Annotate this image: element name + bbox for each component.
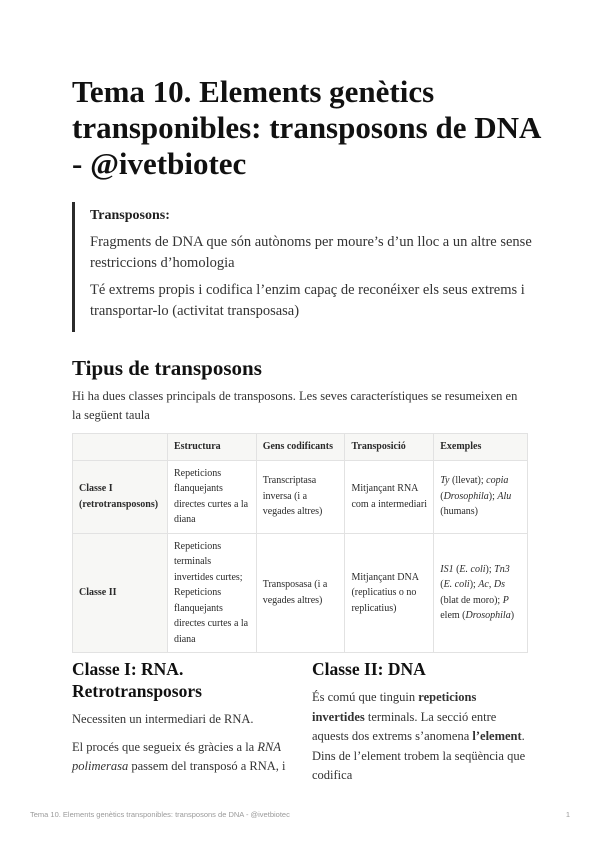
table-header-cell: Exemples bbox=[434, 434, 528, 461]
table-cell: Repeticions flanquejants directes curtes a la diana bbox=[167, 460, 256, 533]
page-title: Tema 10. Elements genètics transponibles: transposons de DNA - @ivetbiotec bbox=[72, 74, 540, 181]
transposon-table bbox=[72, 433, 528, 653]
page-footer bbox=[30, 810, 570, 819]
class-i-paragraph-1: Necessiten un intermediari de RNA. bbox=[72, 712, 254, 726]
table-header-cell: Estructura bbox=[167, 434, 256, 461]
callout-paragraph-2: Té extrems propis i codifica l’enzim capaç de reconéixer els seus extrems i transportar-lo (activitat transposasa) bbox=[90, 282, 525, 319]
table-header-row bbox=[73, 434, 528, 461]
column-class-ii bbox=[312, 658, 527, 794]
table-cell: Transcriptasa inversa (i a vegades altres) bbox=[256, 460, 345, 533]
table-header-cell: Transposició bbox=[345, 434, 434, 461]
table-cell: Transposasa (i a vegades altres) bbox=[256, 533, 345, 653]
section-intro: Hi ha dues classes principals de transposons. Les seves característiques se resumeixen en la següent taula bbox=[72, 389, 518, 422]
table-cell-examples: IS1 (E. coli); Tn3 (E. coli); Ac, Ds (blat de moro); P elem (Drosophila) bbox=[434, 533, 528, 653]
table-cell: Mitjançant RNA com a intermediari bbox=[345, 460, 434, 533]
section-heading: Tipus de transposons bbox=[72, 356, 262, 380]
callout-title: Transposons: bbox=[90, 208, 170, 223]
column-class-i bbox=[72, 658, 287, 785]
class-i-paragraph-2: El procés que segueix és gràcies a la RNA polimerasa passem del transposó a RNA, i bbox=[72, 739, 286, 773]
callout-paragraph-1: Fragments de DNA que són autònoms per moure’s d’un lloc a un altre sense restriccions d’homologia bbox=[90, 234, 532, 271]
footer-title: Tema 10. Elements genètics transponibles: transposons de DNA - @ivetbiotec bbox=[30, 810, 290, 819]
class-ii-heading: Classe II: DNA bbox=[312, 659, 426, 679]
table-row-header: Classe II bbox=[73, 533, 168, 653]
table-row-header: Classe I (retrotransposons) bbox=[73, 460, 168, 533]
table-row bbox=[73, 533, 528, 653]
table-header-cell: Gens codificants bbox=[256, 434, 345, 461]
class-i-heading: Classe I: RNA. Retrotransposors bbox=[72, 659, 202, 701]
callout-block bbox=[72, 202, 540, 332]
page-number: 1 bbox=[565, 810, 570, 819]
table-header-cell bbox=[73, 434, 168, 461]
table-cell: Mitjançant DNA (replicatius o no replicatius) bbox=[345, 533, 434, 653]
table-cell-examples: Ty (llevat); copia (Drosophila); Alu (humans) bbox=[434, 460, 528, 533]
table-row bbox=[73, 460, 528, 533]
class-ii-paragraph: És comú que tinguin repeticions invertides terminals. La secció entre aquests dos extrems s’anomena l’element. Dins de l’element trobem la seqüència que codifica bbox=[312, 690, 526, 782]
table-cell: Repeticions terminals invertides curtes; Repeticions flanquejants directes curtes a la diana bbox=[167, 533, 256, 653]
